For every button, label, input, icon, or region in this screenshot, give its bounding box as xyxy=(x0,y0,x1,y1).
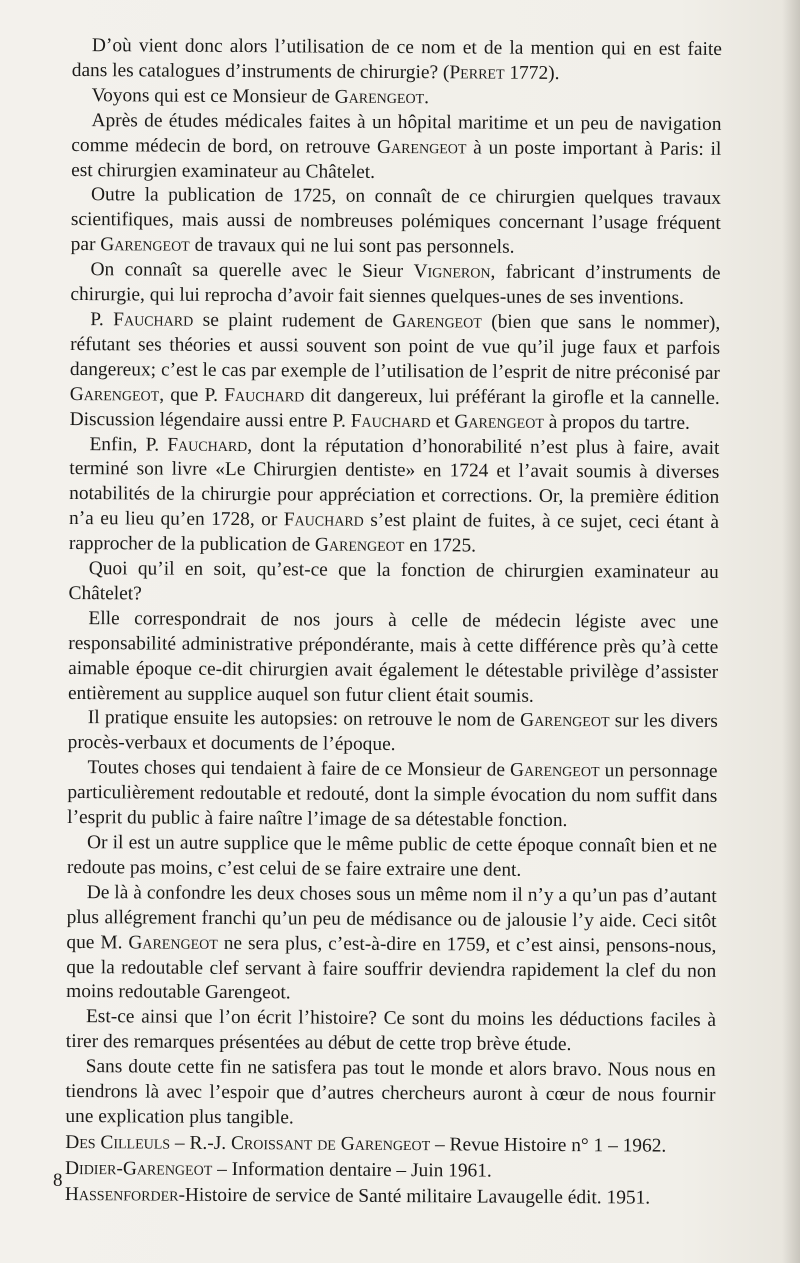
paragraph xyxy=(70,308,721,436)
text-run: P. xyxy=(90,309,114,331)
paragraph xyxy=(69,557,719,611)
text-run: (bien que sans le nommer), réfutant ses théories et aussi souvent son point de vue qu’il juge faux et parfois dangereux; c’est le cas par exemple de l’utilisation de l’esprit de nitre préconisé par xyxy=(69,311,721,384)
text-run: en 1725. xyxy=(404,535,477,557)
text-run: de travaux qui ne lui sont pas personnels. xyxy=(189,234,515,258)
page-edge-shadow xyxy=(782,0,800,1263)
paragraph xyxy=(66,1005,716,1059)
small-caps-name: Garengeot xyxy=(454,410,544,433)
body-text xyxy=(65,34,722,1212)
text-run: , dont la réputation d’honorabilité n’est plus à faire, avait terminé son livre «Le Chirurgien dentiste» en 1724 et l’avait soumis à diverses notabilités de la chirurgie pour appréciation et corrections. Or, la première édition n’a eu lieu qu’en 1728, or xyxy=(68,434,720,531)
small-caps-name: Garengeot xyxy=(376,136,467,159)
text-run: Quoi qu’il en soit, qu’est-ce que la fonction de chirurgien examinateur au Châtelet? xyxy=(68,558,719,605)
small-caps-name: Garengeot xyxy=(520,710,610,732)
small-caps-name: Garengeot xyxy=(510,759,600,782)
paragraph xyxy=(70,258,720,312)
small-caps-name: Garengeot xyxy=(128,931,218,954)
paragraph xyxy=(72,34,722,88)
paragraph xyxy=(66,881,717,1009)
paragraph xyxy=(68,706,718,760)
paragraph xyxy=(69,432,720,560)
text-run: Outre la publication de 1725, on connaît de ce chirurgien quelques travaux scientifiques, mais aussi de nombreuses polémiques concernant l’usage fréquent par xyxy=(70,184,722,256)
paragraph-list xyxy=(65,34,722,1134)
text-run: Est-ce ainsi que l’on écrit l’histoire? Ce sont du moins les déductions faciles à tirer des remarques présentées au début de cette trop brève étude. xyxy=(65,1006,717,1056)
text-run: De là à confondre les deux choses sous un même nom il n’y a qu’un pas d’autant plus allégrement franchi qu’un peu de médisance ou de jalousie l’y aide. Ceci sitôt que M. xyxy=(66,881,717,953)
text-run: Il pratique ensuite les autopsies: on retrouve le nom de xyxy=(87,707,521,732)
small-caps-name: Vigneron xyxy=(413,261,491,283)
text-run: – Revue Histoire n° 1 – 1962. xyxy=(430,1134,667,1157)
text-run: Enfin, P. xyxy=(89,433,168,456)
text-run: Sans doute cette fin ne satisfera pas tout le monde et alors bravo. Nous nous en tiendrons là avec l’espoir que d’autres chercheurs auront à cœur de nous fournir une explication plus tangible. xyxy=(65,1056,716,1129)
paragraph xyxy=(67,756,717,835)
text-run: On connaît sa querelle avec le Sieur xyxy=(90,259,414,283)
text-run: – R.-J. xyxy=(170,1132,232,1154)
paragraph xyxy=(67,831,717,885)
small-caps-name: Perret xyxy=(449,62,505,84)
paragraph xyxy=(71,109,721,188)
small-caps-name: Des Cilleuls xyxy=(65,1131,171,1154)
reference-list xyxy=(65,1131,715,1212)
small-caps-name: Fauchard xyxy=(113,309,194,331)
page-number: 8 xyxy=(53,1170,63,1191)
small-caps-name: Fauchard xyxy=(224,384,305,407)
reference-entry xyxy=(65,1157,715,1186)
text-run: , que P. xyxy=(159,384,225,406)
text-run: Elle correspondrait de nos jours à celle de médecin légiste avec une responsabilité administrative prépondérante, mais à cette différence près qu’à cette aimable époque ce-dit chirurgien avait également le détestable privilège d’assister entièrement au supplice auquel son futur client était soumis. xyxy=(67,607,719,707)
small-caps-name: Didier-Garengeot xyxy=(65,1157,213,1180)
small-caps-name: Fauchard xyxy=(283,509,364,532)
small-caps-name: Croissant de Garengeot xyxy=(230,1132,431,1156)
text-run: – Information dentaire – Juin 1961. xyxy=(212,1158,492,1182)
text-run: sur les divers procès-verbaux et documents de l’époque. xyxy=(67,710,718,756)
text-run: ne sera plus, c’est-à-dire en 1759, et c’est ainsi, pensons-nous, que la redoutable clef servant à faire souffrir deviendra rapidement la clef du non moins redoutable Garengeot. xyxy=(66,932,717,1004)
small-caps-name: Garengeot xyxy=(334,86,425,108)
small-caps-name: Garengeot xyxy=(314,534,405,557)
text-run: -Histoire de service de Santé militaire Lavaugelle édit. 1951. xyxy=(178,1184,651,1209)
small-caps-name: Fauchard xyxy=(167,434,248,456)
text-run: 1772). xyxy=(504,62,560,84)
small-caps-name: Hassenforder xyxy=(64,1183,179,1206)
paragraph xyxy=(72,84,722,113)
text-run: s’est plaint de fuites, à ce sujet, ceci étant à rapprocher de la publication de xyxy=(68,510,720,556)
text-run: un personnage particulièrement redoutable et redouté, dont la simple évocation du nom suffit dans l’esprit du public à faire naître l’image de sa détestable fonction. xyxy=(67,760,718,832)
text-run: à propos du tartre. xyxy=(543,411,690,434)
paragraph xyxy=(71,183,721,262)
text-run: et xyxy=(430,410,455,432)
text-run: D’où vient donc alors l’utilisation de ce nom et de la mention qui en est faite dans les catalogues d’instruments de chirurgie? ( xyxy=(71,35,722,84)
text-run: . xyxy=(424,86,430,108)
paragraph xyxy=(68,607,719,711)
text-run: à un poste important à Paris: il est chirurgien examinateur au Châtelet. xyxy=(71,137,722,183)
small-caps-name: Fauchard xyxy=(350,410,431,432)
text-run: Toutes choses qui tendaient à faire de ce Monsieur de xyxy=(87,757,511,781)
reference-entry xyxy=(65,1131,715,1160)
text-run: , fabricant d’instruments de chirurgie, qui lui reprocha d’avoir fait siennes quelques-unes de ses inventions. xyxy=(70,261,721,309)
text-run: Après de études médicales faites à un hôpital maritime et un peu de navigation comme médecin de bord, on retrouve xyxy=(71,109,722,158)
text-run: Or il est un autre supplice que le même public de cette époque connaît bien et ne redoute pas moins, c’est celui de se faire extraire une dent. xyxy=(66,832,718,881)
reference-entry xyxy=(65,1183,715,1212)
small-caps-name: Garengeot xyxy=(392,310,482,333)
paragraph xyxy=(65,1055,715,1134)
text-run: Voyons qui est ce Monsieur de xyxy=(91,84,335,108)
text-run: dit dangereux, lui préférant la girofle et la cannelle. Discussion légendaire aussi entre P. xyxy=(69,385,720,432)
small-caps-name: Garengeot xyxy=(69,383,160,406)
small-caps-name: Garengeot xyxy=(100,234,190,256)
text-run: se plaint rudement de xyxy=(193,309,393,332)
